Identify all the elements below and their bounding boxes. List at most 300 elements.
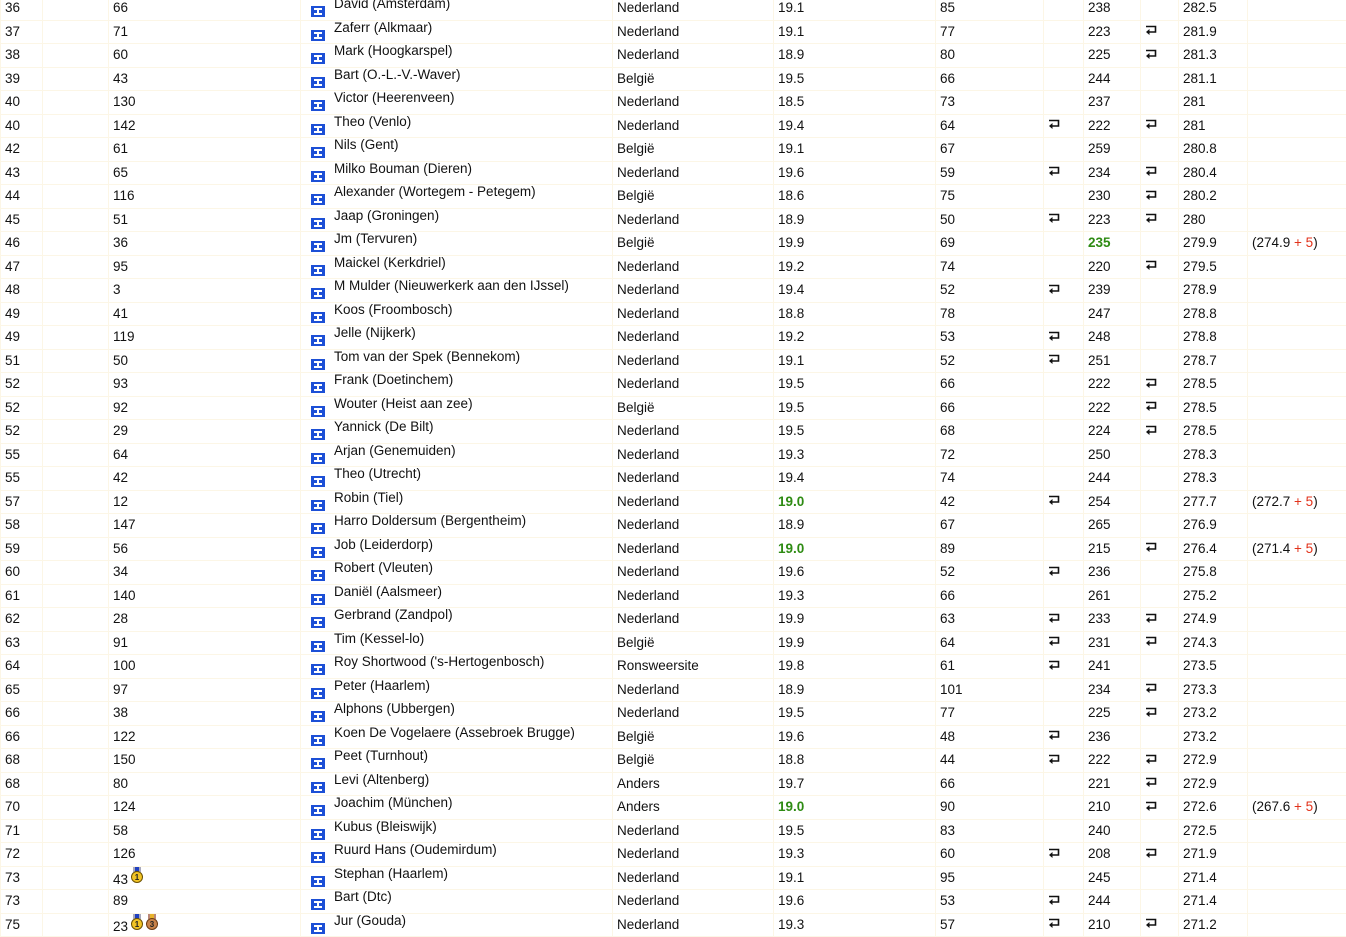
return-arrow-icon <box>1145 847 1158 859</box>
number-cell <box>109 91 301 115</box>
name-cell[interactable] <box>301 232 613 256</box>
player-icon[interactable] <box>311 194 325 205</box>
score-3: 210 <box>1088 917 1111 932</box>
blank-cell <box>43 866 109 890</box>
player-icon[interactable] <box>311 523 325 534</box>
score3-cell <box>1084 608 1141 632</box>
player-icon[interactable] <box>311 265 325 276</box>
participant-name[interactable]: Mark (Hoogkarspel) <box>334 44 453 59</box>
player-icon[interactable] <box>311 429 325 440</box>
player-icon[interactable] <box>311 594 325 605</box>
score3-cell <box>1084 20 1141 44</box>
number-cell <box>109 772 301 796</box>
bonus-cell <box>1248 514 1346 538</box>
score-2: 95 <box>940 870 955 885</box>
rank: 39 <box>5 71 20 86</box>
bonus-cell <box>1248 302 1346 326</box>
participant-name[interactable]: Roy Shortwood ('s-Hertogenbosch) <box>334 655 544 670</box>
player-icon[interactable] <box>311 500 325 511</box>
score-2: 64 <box>940 635 955 650</box>
player-icon[interactable] <box>311 406 325 417</box>
country: België <box>617 752 655 767</box>
name-cell[interactable] <box>301 678 613 702</box>
total-cell <box>1179 725 1248 749</box>
arrow1-cell <box>1044 796 1084 820</box>
player-icon[interactable] <box>311 876 325 887</box>
table-row <box>1 232 1346 256</box>
participant-name[interactable]: Levi (Altenberg) <box>334 772 429 787</box>
player-icon[interactable] <box>311 758 325 769</box>
return-arrow-icon <box>1048 729 1061 741</box>
player-icon[interactable] <box>311 453 325 464</box>
country-cell <box>613 0 774 20</box>
rank: 43 <box>5 165 20 180</box>
country-cell <box>613 349 774 373</box>
participant-name[interactable]: Theo (Venlo) <box>334 114 411 129</box>
table-row <box>1 349 1346 373</box>
country: Nederland <box>617 94 679 109</box>
player-icon[interactable] <box>311 382 325 393</box>
total-cell <box>1179 678 1248 702</box>
score-2: 44 <box>940 752 955 767</box>
participant-name[interactable]: Maickel (Kerkdriel) <box>334 255 446 270</box>
total-cell <box>1179 185 1248 209</box>
name-cell[interactable] <box>301 631 613 655</box>
participant-name[interactable]: Bart (O.-L.-V.-Waver) <box>334 67 461 82</box>
score3-cell <box>1084 208 1141 232</box>
arrow2-cell <box>1141 890 1179 914</box>
name-cell[interactable] <box>301 44 613 68</box>
blank-cell <box>43 772 109 796</box>
participant-name[interactable]: Jelle (Nijkerk) <box>334 326 416 341</box>
participant-name[interactable]: Joachim (München) <box>334 796 453 811</box>
name-cell[interactable] <box>301 772 613 796</box>
participant-name[interactable]: Jaap (Groningen) <box>334 208 439 223</box>
country: Nederland <box>617 24 679 39</box>
name-cell[interactable] <box>301 114 613 138</box>
name-cell[interactable] <box>301 326 613 350</box>
participant-name[interactable]: Robin (Tiel) <box>334 490 403 505</box>
name-cell[interactable] <box>301 514 613 538</box>
participant-name[interactable]: Stephan (Haarlem) <box>334 866 448 881</box>
name-cell[interactable] <box>301 796 613 820</box>
player-icon[interactable] <box>311 171 325 182</box>
score1-cell <box>774 561 936 585</box>
participant-name[interactable]: Alphons (Ubbergen) <box>334 702 455 717</box>
rank-cell <box>1 114 43 138</box>
country-cell <box>613 561 774 585</box>
score2-cell <box>936 772 1044 796</box>
table-row <box>1 631 1346 655</box>
total-cell <box>1179 91 1248 115</box>
score-2: 75 <box>940 188 955 203</box>
score3-cell <box>1084 655 1141 679</box>
score-1: 19.2 <box>778 329 804 344</box>
rank-cell <box>1 537 43 561</box>
bonus-cell <box>1248 326 1346 350</box>
player-icon[interactable] <box>311 124 325 135</box>
rank-cell <box>1 584 43 608</box>
score-1: 18.9 <box>778 682 804 697</box>
rank-cell <box>1 232 43 256</box>
name-cell[interactable] <box>301 702 613 726</box>
score1-cell <box>774 0 936 20</box>
number-cell <box>109 796 301 820</box>
total-score: 271.4 <box>1183 870 1217 885</box>
participant-name[interactable]: Robert (Vleuten) <box>334 561 433 576</box>
player-icon[interactable] <box>311 688 325 699</box>
total-score: 274.9 <box>1183 611 1217 626</box>
player-icon[interactable] <box>311 805 325 816</box>
score-2: 52 <box>940 564 955 579</box>
score1-cell <box>774 349 936 373</box>
name-cell[interactable] <box>301 443 613 467</box>
total-cell <box>1179 114 1248 138</box>
rank-cell <box>1 67 43 91</box>
country-cell <box>613 796 774 820</box>
name-cell[interactable] <box>301 467 613 491</box>
participant-name[interactable]: Victor (Heerenveen) <box>334 91 455 106</box>
total-cell <box>1179 514 1248 538</box>
score1-cell <box>774 725 936 749</box>
participant-name[interactable]: Zaferr (Alkmaar) <box>334 20 432 35</box>
score2-cell <box>936 725 1044 749</box>
participant-name[interactable]: Tom van der Spek (Bennekom) <box>334 349 520 364</box>
return-arrow-icon <box>1048 894 1061 906</box>
name-cell[interactable] <box>301 349 613 373</box>
player-icon[interactable] <box>311 711 325 722</box>
participant-number: 116 <box>113 188 135 203</box>
score1-cell <box>774 185 936 209</box>
country-cell <box>613 208 774 232</box>
country-cell <box>613 114 774 138</box>
country-cell <box>613 514 774 538</box>
rank: 48 <box>5 282 20 297</box>
return-arrow-icon <box>1048 165 1061 177</box>
total-cell <box>1179 584 1248 608</box>
score2-cell <box>936 866 1044 890</box>
name-cell[interactable] <box>301 91 613 115</box>
score3-cell <box>1084 396 1141 420</box>
score1-cell <box>774 396 936 420</box>
arrow2-cell <box>1141 655 1179 679</box>
arrow1-cell <box>1044 420 1084 444</box>
player-icon[interactable] <box>311 476 325 487</box>
participant-number: 150 <box>113 752 136 767</box>
name-cell[interactable] <box>301 302 613 326</box>
player-icon[interactable] <box>311 570 325 581</box>
player-icon[interactable] <box>311 852 325 863</box>
blank-cell <box>43 326 109 350</box>
name-cell[interactable] <box>301 843 613 867</box>
blank-cell <box>43 208 109 232</box>
score-1: 19.0 <box>778 799 804 814</box>
number-cell <box>109 302 301 326</box>
player-icon[interactable] <box>311 664 325 675</box>
rank-cell <box>1 655 43 679</box>
player-icon[interactable] <box>311 923 325 934</box>
rank: 68 <box>5 752 20 767</box>
table-row <box>1 420 1346 444</box>
return-arrow-icon <box>1048 283 1061 295</box>
score2-cell <box>936 161 1044 185</box>
player-icon[interactable] <box>311 735 325 746</box>
name-cell[interactable] <box>301 208 613 232</box>
name-cell[interactable] <box>301 185 613 209</box>
score2-cell <box>936 396 1044 420</box>
return-arrow-icon <box>1048 753 1061 765</box>
player-icon[interactable] <box>311 312 325 323</box>
name-cell[interactable] <box>301 819 613 843</box>
score2-cell <box>936 349 1044 373</box>
participant-name[interactable]: Milko Bouman (Dieren) <box>334 161 472 176</box>
table-row <box>1 91 1346 115</box>
player-icon[interactable] <box>311 359 325 370</box>
score-1: 19.6 <box>778 729 804 744</box>
return-arrow-icon <box>1145 377 1158 389</box>
bonus-cell <box>1248 20 1346 44</box>
score3-cell <box>1084 819 1141 843</box>
name-cell[interactable] <box>301 584 613 608</box>
number-cell <box>109 631 301 655</box>
total-score: 276.9 <box>1183 517 1217 532</box>
arrow1-cell <box>1044 302 1084 326</box>
score-2: 66 <box>940 400 955 415</box>
participant-name[interactable]: Job (Leiderdorp) <box>334 537 433 552</box>
participant-name[interactable]: Arjan (Genemuiden) <box>334 443 456 458</box>
rank: 40 <box>5 94 20 109</box>
participant-name[interactable]: Jm (Tervuren) <box>334 232 417 247</box>
bonus-cell <box>1248 749 1346 773</box>
player-icon[interactable] <box>311 335 325 346</box>
bonus-cell <box>1248 796 1346 820</box>
player-icon[interactable] <box>311 53 325 64</box>
rank-cell <box>1 302 43 326</box>
arrow2-cell <box>1141 772 1179 796</box>
blank-cell <box>43 678 109 702</box>
rank-cell <box>1 772 43 796</box>
rank: 52 <box>5 400 20 415</box>
name-cell[interactable] <box>301 725 613 749</box>
participant-number: 126 <box>113 846 136 861</box>
country: Ronsweersite <box>617 658 699 673</box>
score3-cell <box>1084 584 1141 608</box>
blank-cell <box>43 608 109 632</box>
player-icon[interactable] <box>311 899 325 910</box>
name-cell[interactable] <box>301 255 613 279</box>
name-cell[interactable] <box>301 279 613 303</box>
score2-cell <box>936 302 1044 326</box>
score2-cell <box>936 443 1044 467</box>
participant-name[interactable]: Gerbrand (Zandpol) <box>334 608 453 623</box>
return-arrow-icon <box>1048 330 1061 342</box>
participant-name[interactable]: Ruurd Hans (Oudemirdum) <box>334 843 497 858</box>
name-cell[interactable] <box>301 890 613 914</box>
country-cell <box>613 819 774 843</box>
score-1: 18.9 <box>778 47 804 62</box>
total-score: 273.3 <box>1183 682 1217 697</box>
country: Nederland <box>617 165 679 180</box>
name-cell[interactable] <box>301 396 613 420</box>
number-cell <box>109 537 301 561</box>
name-cell[interactable] <box>301 537 613 561</box>
participant-number: 91 <box>113 635 128 650</box>
rank-cell <box>1 0 43 20</box>
score1-cell <box>774 232 936 256</box>
participant-name[interactable]: Peter (Haarlem) <box>334 678 430 693</box>
score3-cell <box>1084 749 1141 773</box>
participant-name[interactable]: Wouter (Heist aan zee) <box>334 396 473 411</box>
rank-cell <box>1 467 43 491</box>
country-cell <box>613 890 774 914</box>
total-score: 273.2 <box>1183 729 1217 744</box>
score-3: 247 <box>1088 306 1111 321</box>
participant-name[interactable]: David (Amsterdam) <box>334 0 450 11</box>
total-cell <box>1179 373 1248 397</box>
participant-name[interactable]: Daniël (Aalsmeer) <box>334 584 442 599</box>
arrow1-cell <box>1044 843 1084 867</box>
rank: 47 <box>5 259 20 274</box>
participant-name[interactable]: Tim (Kessel-lo) <box>334 631 424 646</box>
participant-name[interactable]: Yannick (De Bilt) <box>334 420 434 435</box>
participant-name[interactable]: M Mulder (Nieuwerkerk aan den IJssel) <box>334 279 569 294</box>
return-arrow-icon <box>1145 400 1158 412</box>
blank-cell <box>43 302 109 326</box>
player-icon[interactable] <box>311 30 325 41</box>
score-1: 19.5 <box>778 71 804 86</box>
score-2: 42 <box>940 494 955 509</box>
name-cell[interactable] <box>301 490 613 514</box>
bonus-cell <box>1248 396 1346 420</box>
bonus-cell <box>1248 631 1346 655</box>
blank-cell <box>43 702 109 726</box>
rank-cell <box>1 866 43 890</box>
total-cell <box>1179 208 1248 232</box>
ranking-rows <box>1 0 1346 937</box>
participant-name[interactable]: Koos (Froombosch) <box>334 302 453 317</box>
player-icon[interactable] <box>311 617 325 628</box>
player-icon[interactable] <box>311 147 325 158</box>
arrow2-cell <box>1141 0 1179 20</box>
country-cell <box>613 232 774 256</box>
score2-cell <box>936 44 1044 68</box>
score-3: 251 <box>1088 353 1111 368</box>
name-cell[interactable] <box>301 0 613 20</box>
participant-name[interactable]: Theo (Utrecht) <box>334 467 421 482</box>
bonus-cell <box>1248 655 1346 679</box>
player-icon[interactable] <box>311 6 325 17</box>
score-2: 66 <box>940 71 955 86</box>
player-icon[interactable] <box>311 77 325 88</box>
player-icon[interactable] <box>311 288 325 299</box>
table-row <box>1 537 1346 561</box>
score2-cell <box>936 843 1044 867</box>
bonus-cell <box>1248 702 1346 726</box>
name-cell[interactable] <box>301 373 613 397</box>
participant-number: 28 <box>113 611 128 626</box>
name-cell[interactable] <box>301 161 613 185</box>
number-cell <box>109 138 301 162</box>
name-cell[interactable] <box>301 608 613 632</box>
participant-name[interactable]: Jur (Gouda) <box>334 913 406 928</box>
participant-name[interactable]: Kubus (Bleiswijk) <box>334 819 437 834</box>
blank-cell <box>43 255 109 279</box>
name-cell[interactable] <box>301 420 613 444</box>
bonus-cell <box>1248 819 1346 843</box>
score1-cell <box>774 138 936 162</box>
score-3: 224 <box>1088 423 1111 438</box>
arrow2-cell <box>1141 866 1179 890</box>
total-score: 280.4 <box>1183 165 1217 180</box>
total-cell <box>1179 702 1248 726</box>
player-icon[interactable] <box>311 100 325 111</box>
participant-name[interactable]: Peet (Turnhout) <box>334 749 428 764</box>
arrow2-cell <box>1141 44 1179 68</box>
name-cell[interactable] <box>301 749 613 773</box>
number-cell <box>109 420 301 444</box>
score3-cell <box>1084 866 1141 890</box>
name-cell[interactable] <box>301 655 613 679</box>
player-icon[interactable] <box>311 241 325 252</box>
participant-name[interactable]: Nils (Gent) <box>334 138 399 153</box>
name-cell[interactable] <box>301 20 613 44</box>
participant-number: 65 <box>113 165 128 180</box>
arrow2-cell <box>1141 279 1179 303</box>
score-3: 236 <box>1088 564 1111 579</box>
blank-cell <box>43 114 109 138</box>
table-row <box>1 185 1346 209</box>
country-cell <box>613 702 774 726</box>
player-icon[interactable] <box>311 218 325 229</box>
number-cell <box>109 20 301 44</box>
bonus: (274.9 + 5) <box>1252 235 1318 250</box>
blank-cell <box>43 91 109 115</box>
country: Anders <box>617 776 660 791</box>
return-arrow-icon <box>1145 541 1158 553</box>
score-3: 230 <box>1088 188 1111 203</box>
name-cell[interactable] <box>301 561 613 585</box>
name-cell[interactable] <box>301 866 613 890</box>
participant-name[interactable]: Bart (Dtc) <box>334 890 392 905</box>
arrow1-cell <box>1044 373 1084 397</box>
participant-name[interactable]: Koen De Vogelaere (Assebroek Brugge) <box>334 725 575 740</box>
score-2: 67 <box>940 517 955 532</box>
rank-cell <box>1 373 43 397</box>
score1-cell <box>774 866 936 890</box>
name-cell[interactable] <box>301 67 613 91</box>
table-row <box>1 890 1346 914</box>
score-3: 239 <box>1088 282 1111 297</box>
participant-number: 140 <box>113 588 136 603</box>
player-icon[interactable] <box>311 641 325 652</box>
arrow1-cell <box>1044 0 1084 20</box>
arrow2-cell <box>1141 232 1179 256</box>
total-score: 279.9 <box>1183 235 1217 250</box>
score-1: 19.0 <box>778 494 804 509</box>
rank: 44 <box>5 188 20 203</box>
player-icon[interactable] <box>311 829 325 840</box>
blank-cell <box>43 373 109 397</box>
participant-name[interactable]: Frank (Doetinchem) <box>334 373 453 388</box>
participant-name[interactable]: Harro Doldersum (Bergentheim) <box>334 514 526 529</box>
name-cell[interactable] <box>301 138 613 162</box>
arrow1-cell <box>1044 443 1084 467</box>
player-icon[interactable] <box>311 547 325 558</box>
blank-cell <box>43 655 109 679</box>
player-icon[interactable] <box>311 782 325 793</box>
participant-name[interactable]: Alexander (Wortegem - Petegem) <box>334 185 536 200</box>
arrow1-cell <box>1044 678 1084 702</box>
